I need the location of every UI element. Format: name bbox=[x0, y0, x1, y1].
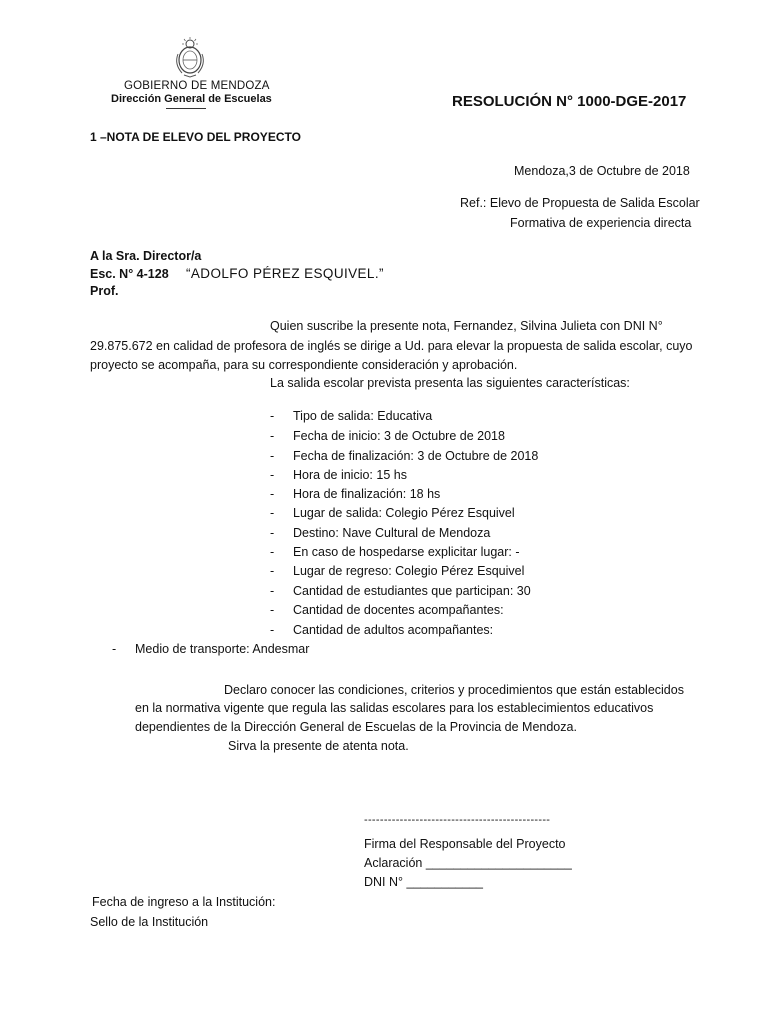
dni-field: DNI N° ___________ bbox=[364, 875, 483, 889]
department-name: Dirección General de Escuelas bbox=[111, 93, 272, 105]
aclaracion-field: Aclaración _____________________ bbox=[364, 856, 572, 870]
reference-line-2: Formativa de experiencia directa bbox=[510, 216, 692, 230]
list-dash: - bbox=[270, 409, 275, 423]
resolution-number: RESOLUCIÓN N° 1000-DGE-2017 bbox=[452, 93, 687, 110]
list-dash: - bbox=[270, 564, 275, 578]
list-dash: - bbox=[270, 506, 275, 520]
section-title: 1 –NOTA DE ELEVO DEL PROYECTO bbox=[90, 130, 301, 144]
list-item: Fecha de inicio: 3 de Octubre de 2018 bbox=[293, 429, 505, 443]
transport-item: Medio de transporte: Andesmar bbox=[135, 642, 310, 656]
prof-line: Prof. bbox=[90, 284, 119, 298]
list-item: Hora de inicio: 15 hs bbox=[293, 468, 407, 482]
government-name: GOBIERNO DE MENDOZA bbox=[124, 80, 270, 92]
list-item: Cantidad de estudiantes que participan: 30 bbox=[293, 584, 531, 598]
signature-label: Firma del Responsable del Proyecto bbox=[364, 837, 566, 851]
list-dash: - bbox=[270, 468, 275, 482]
body-paragraph-1-line-2: 29.875.672 en calidad de profesora de inglés se dirige a Ud. para elevar la propuesta de salida escolar, cuyo bbox=[90, 339, 693, 353]
addressee-line: A la Sra. Director/a bbox=[90, 249, 202, 263]
list-dash: - bbox=[270, 449, 275, 463]
list-item: Lugar de salida: Colegio Pérez Esquivel bbox=[293, 506, 515, 520]
list-dash: - bbox=[270, 526, 275, 540]
list-item: Cantidad de docentes acompañantes: bbox=[293, 603, 504, 617]
body-paragraph-2: La salida escolar prevista presenta las siguientes características: bbox=[270, 376, 630, 390]
list-item: Destino: Nave Cultural de Mendoza bbox=[293, 526, 491, 540]
list-dash: - bbox=[270, 584, 275, 598]
school-number: Esc. N° 4-128 bbox=[90, 267, 169, 281]
divider bbox=[166, 108, 206, 109]
coat-of-arms-logo bbox=[170, 36, 210, 78]
list-item: Tipo de salida: Educativa bbox=[293, 409, 433, 423]
list-item: Cantidad de adultos acompañantes: bbox=[293, 623, 494, 637]
list-dash: - bbox=[270, 487, 275, 501]
signature-line: ----------------------------------------------- bbox=[364, 814, 551, 826]
list-dash: - bbox=[270, 623, 275, 637]
date-line: Mendoza,3 de Octubre de 2018 bbox=[514, 164, 690, 178]
list-dash: - bbox=[270, 429, 275, 443]
list-dash: - bbox=[270, 603, 275, 617]
list-dash: - bbox=[112, 642, 117, 656]
school-name: “ADOLFO PÉREZ ESQUIVEL.” bbox=[186, 266, 384, 281]
declaration-line-1: Declaro conocer las condiciones, criterios y procedimientos que están establecidos bbox=[224, 683, 684, 697]
declaration-line-3: dependientes de la Dirección General de Escuelas de la Provincia de Mendoza. bbox=[135, 720, 577, 734]
list-item: En caso de hospedarse explicitar lugar: - bbox=[293, 545, 520, 559]
institution-seal-label: Sello de la Institución bbox=[90, 915, 209, 929]
reference-line-1: Ref.: Elevo de Propuesta de Salida Escolar bbox=[460, 196, 700, 210]
body-paragraph-1-line-1: Quien suscribe la presente nota, Fernandez, Silvina Julieta con DNI N° bbox=[270, 319, 663, 333]
declaration-line-2: en la normativa vigente que regula las salidas escolares para los establecimientos educativos bbox=[135, 701, 654, 715]
list-item: Lugar de regreso: Colegio Pérez Esquivel bbox=[293, 564, 525, 578]
list-item: Hora de finalización: 18 hs bbox=[293, 487, 441, 501]
admission-date-label: Fecha de ingreso a la Institución: bbox=[92, 895, 276, 909]
list-dash: - bbox=[270, 545, 275, 559]
closing-line: Sirva la presente de atenta nota. bbox=[228, 739, 409, 753]
list-item: Fecha de finalización: 3 de Octubre de 2018 bbox=[293, 449, 539, 463]
body-paragraph-1-line-3: proyecto se acompaña, para su correspondiente consideración y aprobación. bbox=[90, 358, 518, 372]
